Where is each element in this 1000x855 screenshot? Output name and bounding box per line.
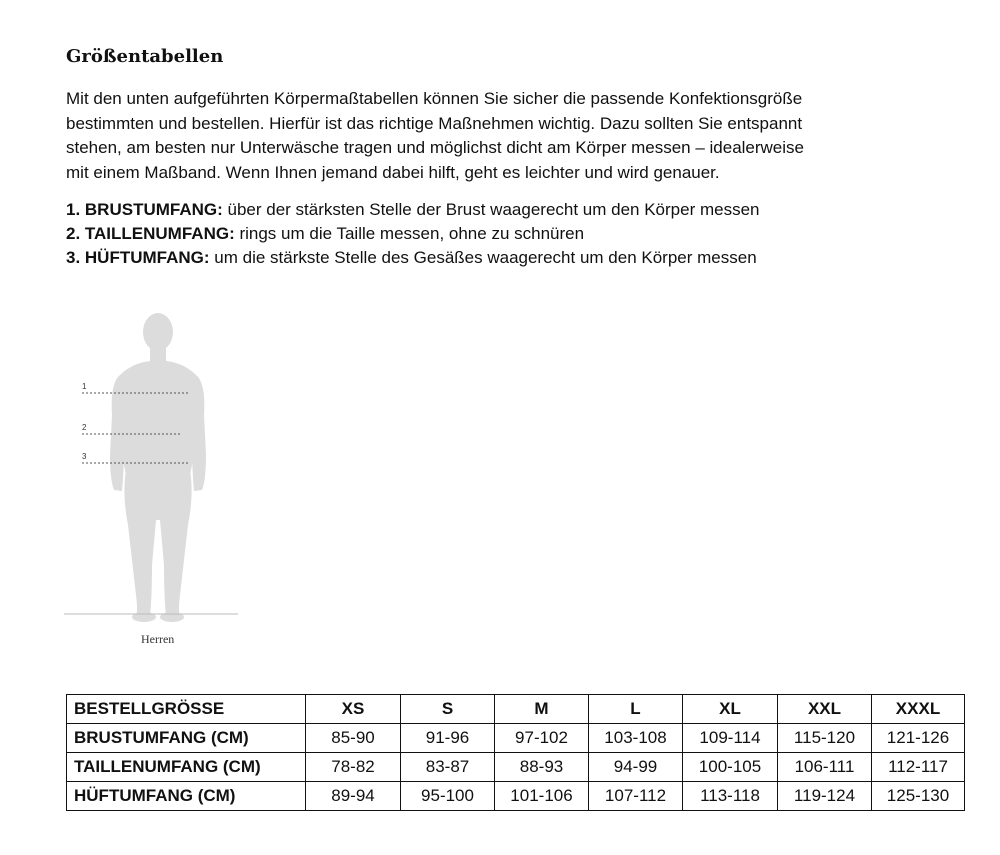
step-waist <box>66 222 760 246</box>
header-cell: XXXL <box>872 695 965 724</box>
step-text: über der stärksten Stelle der Brust waagerecht um den Körper messen <box>222 200 760 219</box>
intro-paragraph <box>66 87 886 185</box>
table-cell: 109-114 <box>683 724 778 753</box>
row-label: TAILLENUMFANG (CM) <box>67 753 306 782</box>
header-cell: L <box>589 695 683 724</box>
step-label: 2. TAILLENUMFANG: <box>66 224 235 243</box>
figure-caption: Herren <box>141 632 175 646</box>
table-header-row <box>67 695 965 724</box>
size-table <box>66 694 965 811</box>
table-cell: 112-117 <box>872 753 965 782</box>
step-label: 3. HÜFTUMFANG: <box>66 248 210 267</box>
table-row <box>67 724 965 753</box>
table-cell: 95-100 <box>401 782 495 811</box>
measurement-steps <box>66 198 760 270</box>
table-cell: 83-87 <box>401 753 495 782</box>
header-cell: XS <box>306 695 401 724</box>
intro-line: bestimmten und bestellen. Hierfür ist das richtige Maßnehmen wichtig. Dazu sollten Sie entspannt <box>66 113 803 133</box>
marker-label-1: 1 <box>82 382 87 391</box>
table-cell: 106-111 <box>778 753 872 782</box>
table-cell: 121-126 <box>872 724 965 753</box>
table-cell: 125-130 <box>872 782 965 811</box>
table-cell: 94-99 <box>589 753 683 782</box>
table-cell: 113-118 <box>683 782 778 811</box>
table-cell: 97-102 <box>495 724 589 753</box>
table-cell: 119-124 <box>778 782 872 811</box>
marker-label-2: 2 <box>82 423 87 432</box>
step-text: um die stärkste Stelle des Gesäßes waagerecht um den Körper messen <box>209 248 757 267</box>
row-label: BRUSTUMFANG (CM) <box>67 724 306 753</box>
page-title: Größentabellen <box>66 46 224 67</box>
header-cell: S <box>401 695 495 724</box>
intro-line: Mit den unten aufgeführten Körpermaßtabellen können Sie sicher die passende Konfektionsgröße <box>66 89 803 108</box>
body-silhouette <box>110 313 206 622</box>
table-cell: 91-96 <box>401 724 495 753</box>
step-text: rings um die Taille messen, ohne zu schnüren <box>234 224 585 243</box>
header-cell: XXL <box>778 695 872 724</box>
table-cell: 107-112 <box>589 782 683 811</box>
header-cell: XL <box>683 695 778 724</box>
table-cell: 100-105 <box>683 753 778 782</box>
body-silhouette-figure <box>60 305 250 655</box>
row-label: HÜFTUMFANG (CM) <box>67 782 306 811</box>
table-cell: 115-120 <box>778 724 872 753</box>
step-chest <box>66 198 760 222</box>
table-cell: 88-93 <box>495 753 589 782</box>
table-cell: 85-90 <box>306 724 401 753</box>
table-cell: 101-106 <box>495 782 589 811</box>
step-hip <box>66 246 760 270</box>
table-cell: 103-108 <box>589 724 683 753</box>
step-label: 1. BRUSTUMFANG: <box>66 200 223 219</box>
table-row <box>67 782 965 811</box>
marker-label-3: 3 <box>82 452 87 461</box>
table-cell: 78-82 <box>306 753 401 782</box>
header-cell: BESTELLGRÖSSE <box>67 695 306 724</box>
header-cell: M <box>495 695 589 724</box>
table-cell: 89-94 <box>306 782 401 811</box>
table-row <box>67 753 965 782</box>
intro-line: mit einem Maßband. Wenn Ihnen jemand dabei hilft, geht es leichter und wird genauer. <box>66 162 720 182</box>
intro-line: stehen, am besten nur Unterwäsche tragen und möglichst dicht am Körper messen – idealerweise <box>66 138 804 157</box>
